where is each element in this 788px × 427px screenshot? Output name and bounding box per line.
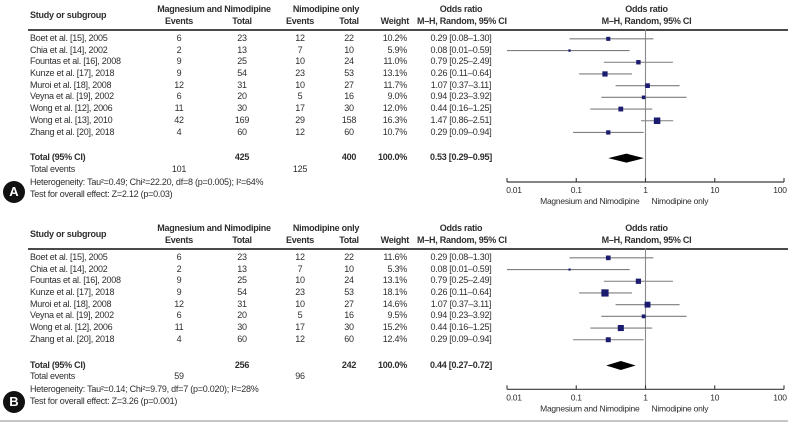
events1-cell: 9 (176, 68, 182, 79)
x-tick-label: 0.1 (570, 392, 582, 403)
total1-cell: 23 (237, 252, 247, 262)
study-name: Wong et al. [13], 2010 (30, 114, 113, 125)
col-header-or-subtitle: M–H, Random, 95% CI (417, 16, 507, 26)
weight-cell: 12.4% (382, 333, 407, 344)
study-name: Zhang et al. [20], 2018 (30, 126, 115, 137)
total1-value: 256 (234, 359, 250, 370)
or-marker (645, 302, 651, 308)
heterogeneity-text: Heterogeneity: Tau²=0.14; Chi²=9.79, df=7 (p=0.020); I²=28% (30, 383, 259, 394)
weight-cell: 11.7% (383, 79, 407, 90)
study-name: Wong et al. [12], 2006 (30, 103, 113, 114)
total-weight-value: 100.0% (377, 359, 407, 370)
events2-cell: 10 (295, 275, 305, 286)
total-events-label: Total events (30, 371, 76, 382)
events2-cell: 10 (295, 79, 305, 90)
or-marker (606, 256, 611, 261)
events2-cell: 17 (295, 322, 305, 333)
total2-cell: 24 (344, 275, 354, 286)
total1-cell: 60 (237, 333, 247, 344)
plot-header-or-title: Odds ratio (625, 223, 668, 233)
events2-cell: 5 (297, 91, 303, 102)
odds-ratio-cell: 0.08 [0.01–0.59] (430, 263, 492, 274)
weight-cell: 9.0% (387, 91, 407, 102)
plot-header-or-subtitle: M–H, Random, 95% CI (601, 16, 692, 26)
events1-cell: 2 (176, 263, 182, 274)
col-header-group1: Magnesium and Nimodipine (157, 223, 271, 233)
study-name: Veyna et al. [19], 2002 (30, 310, 114, 321)
forest-plot-b (505, 219, 788, 422)
col-header-group2: Nimodipine only (292, 4, 360, 14)
total-events-label: Total events (30, 163, 76, 174)
x-tick-label: 0.01 (506, 392, 522, 403)
study-name: Fountas et al. [16], 2008 (30, 56, 121, 67)
plot-header-or-subtitle: M–H, Random, 95% CI (601, 235, 692, 245)
panel-badge-a: A (3, 181, 25, 203)
total2-cell: 30 (344, 103, 354, 114)
col-header-or-title: Odds ratio (439, 4, 483, 14)
study-name: Boet et al. [15], 2005 (30, 33, 108, 43)
total2-cell: 16 (344, 91, 354, 102)
odds-ratio-cell: 0.44 [0.16–1.25] (430, 322, 492, 333)
total1-cell: 54 (237, 287, 247, 298)
total1-cell: 31 (237, 298, 247, 309)
total2-cell: 22 (344, 33, 354, 43)
col-header-study: Study or subgroup (30, 10, 107, 20)
events2-cell: 23 (295, 287, 305, 298)
or-marker (606, 337, 611, 342)
weight-cell: 11.6% (383, 252, 407, 262)
summary-diamond (606, 361, 635, 370)
panel-b (0, 219, 788, 422)
odds-ratio-cell: 0.44 [0.16–1.25] (430, 103, 492, 114)
total1-cell: 169 (234, 114, 250, 125)
axis-right-label: Nimodipine only (651, 196, 709, 206)
total1-cell: 13 (237, 44, 247, 55)
or-marker (654, 117, 661, 124)
odds-ratio-cell: 0.29 [0.08–1.30] (430, 252, 492, 262)
total2-cell: 60 (344, 333, 354, 344)
col-header-events2: Events (285, 16, 314, 26)
total1-cell: 31 (237, 79, 247, 90)
weight-cell: 12.0% (382, 103, 407, 114)
odds-ratio-cell: 0.08 [0.01–0.59] (430, 44, 492, 55)
col-header-or-subtitle: M–H, Random, 95% CI (417, 235, 507, 245)
weight-cell: 11.0% (383, 56, 407, 67)
total2-cell: 24 (344, 56, 354, 67)
odds-ratio-cell: 0.29 [0.09–0.94] (430, 333, 492, 344)
col-header-events2: Events (285, 235, 314, 245)
total1-cell: 30 (237, 322, 247, 333)
total1-cell: 25 (237, 56, 247, 67)
events1-cell: 6 (176, 33, 182, 43)
odds-ratio-cell: 0.29 [0.09–0.94] (430, 126, 492, 137)
events2-cell: 10 (295, 56, 305, 67)
x-tick-label: 100 (773, 392, 787, 403)
odds-ratio-cell: 0.94 [0.23–3.92] (430, 91, 492, 102)
total1-cell: 54 (237, 68, 247, 79)
or-marker (636, 279, 641, 284)
col-header-weight: Weight (380, 235, 409, 245)
total2-cell: 27 (344, 298, 354, 309)
col-header-group1: Magnesium and Nimodipine (157, 4, 271, 14)
col-header-group2: Nimodipine only (292, 223, 360, 233)
col-header-or-title: Odds ratio (439, 223, 483, 233)
x-tick-label: 100 (773, 185, 787, 195)
study-name: Muroi et al. [18], 2008 (30, 298, 112, 309)
col-header-total2: Total (339, 16, 359, 26)
weight-cell: 9.5% (387, 310, 407, 321)
weight-cell: 10.7% (382, 126, 407, 137)
study-name: Chia et al. [14], 2002 (30, 44, 108, 55)
or-marker (642, 96, 646, 100)
total2-cell: 27 (344, 79, 354, 90)
events1-cell: 12 (174, 298, 184, 309)
total-weight-value: 100.0% (377, 152, 407, 163)
study-name: Veyna et al. [19], 2002 (30, 91, 114, 102)
events2-cell: 5 (297, 310, 303, 321)
weight-cell: 5.9% (387, 44, 407, 55)
or-marker (645, 83, 650, 88)
weight-cell: 13.1% (382, 68, 407, 79)
x-tick-label: 0.01 (506, 185, 522, 195)
events1-cell: 6 (176, 310, 182, 321)
or-marker (602, 71, 607, 76)
or-marker (568, 268, 570, 270)
overall-test-text: Test for overall effect: Z=2.12 (p=0.03) (30, 189, 173, 200)
summary-diamond (608, 154, 644, 163)
or-marker (618, 107, 623, 112)
or-marker (601, 289, 608, 296)
events2-cell: 7 (297, 44, 303, 55)
total-or-value: 0.44 [0.27–0.72] (429, 359, 493, 370)
total2-cell: 30 (344, 322, 354, 333)
odds-ratio-cell: 0.26 [0.11–0.64] (430, 68, 492, 79)
panel-badge-b: B (3, 391, 25, 413)
total2-value: 400 (341, 152, 357, 163)
x-tick-label: 1 (643, 185, 648, 195)
weight-cell: 13.1% (382, 275, 407, 286)
weight-cell: 14.6% (382, 298, 407, 309)
axis-right-label: Nimodipine only (651, 403, 709, 414)
total1-cell: 20 (237, 91, 247, 102)
total2-value: 242 (341, 359, 357, 370)
total-or-value: 0.53 [0.29–0.95] (429, 152, 493, 163)
col-header-events1: Events (164, 16, 193, 26)
events1-cell: 9 (176, 56, 182, 67)
total-events2-value: 96 (295, 371, 305, 382)
events2-cell: 12 (295, 33, 305, 43)
total2-cell: 22 (344, 252, 354, 262)
odds-ratio-cell: 1.07 [0.37–3.11] (430, 298, 492, 309)
events1-cell: 9 (176, 287, 182, 298)
overall-test-text: Test for overall effect: Z=3.26 (p=0.001) (30, 396, 178, 407)
axis-left-label: Magnesium and Nimodipine (540, 196, 640, 206)
events2-cell: 17 (295, 103, 305, 114)
events1-cell: 2 (176, 44, 182, 55)
bottom-divider (0, 420, 788, 422)
events2-cell: 12 (295, 252, 305, 262)
study-name: Muroi et al. [18], 2008 (30, 79, 112, 90)
weight-cell: 15.2% (382, 322, 407, 333)
or-marker (642, 314, 646, 318)
odds-ratio-cell: 1.07 [0.37–3.11] (430, 79, 492, 90)
col-header-study: Study or subgroup (30, 229, 107, 239)
or-marker (618, 325, 624, 331)
or-marker (568, 49, 570, 51)
total1-cell: 25 (237, 275, 247, 286)
total-label: Total (95% CI) (30, 359, 86, 370)
odds-ratio-cell: 0.26 [0.11–0.64] (430, 287, 492, 298)
plot-header-or-title: Odds ratio (625, 4, 668, 14)
study-name: Fountas et al. [16], 2008 (30, 275, 121, 286)
total1-cell: 30 (237, 103, 247, 114)
study-name: Boet et al. [15], 2005 (30, 252, 108, 262)
total2-cell: 16 (344, 310, 354, 321)
study-name: Wong et al. [12], 2006 (30, 322, 113, 333)
total-label: Total (95% CI) (30, 152, 86, 163)
col-header-total1: Total (232, 235, 252, 245)
total2-cell: 53 (344, 287, 354, 298)
total-events2-value: 125 (292, 163, 308, 174)
x-tick-label: 0.1 (570, 185, 582, 195)
total1-cell: 60 (237, 126, 247, 137)
odds-ratio-cell: 0.79 [0.25–2.49] (430, 56, 492, 67)
col-header-total1: Total (232, 16, 252, 26)
events2-cell: 23 (295, 68, 305, 79)
events1-cell: 6 (176, 252, 182, 262)
or-marker (606, 37, 610, 41)
x-tick-label: 10 (710, 392, 720, 403)
weight-cell: 18.1% (382, 287, 407, 298)
study-name: Zhang et al. [20], 2018 (30, 333, 115, 344)
total2-cell: 60 (344, 126, 354, 137)
weight-cell: 16.3% (382, 114, 407, 125)
odds-ratio-cell: 1.47 [0.86–2.51] (430, 114, 492, 125)
total2-cell: 53 (344, 68, 354, 79)
x-tick-label: 1 (643, 392, 648, 403)
or-marker (606, 130, 610, 134)
total1-value: 425 (234, 152, 250, 163)
col-header-total2: Total (339, 235, 359, 245)
axis-left-label: Magnesium and Nimodipine (540, 403, 640, 414)
x-tick-label: 10 (710, 185, 720, 195)
events1-cell: 11 (174, 322, 184, 333)
col-header-weight: Weight (380, 16, 409, 26)
events2-cell: 10 (295, 298, 305, 309)
events2-cell: 7 (297, 263, 303, 274)
total1-cell: 13 (237, 263, 247, 274)
weight-cell: 10.2% (382, 33, 407, 43)
forest-plot-a (505, 0, 788, 214)
col-header-events1: Events (164, 235, 193, 245)
heterogeneity-text: Heterogeneity: Tau²=0.49; Chi²=22.20, df=8 (p=0.005); I²=64% (30, 176, 264, 187)
total-events1-value: 101 (171, 163, 187, 174)
or-marker (636, 60, 640, 64)
study-name: Kunze et al. [17], 2018 (30, 287, 115, 298)
events2-cell: 29 (295, 114, 305, 125)
total2-cell: 10 (344, 44, 354, 55)
total1-cell: 20 (237, 310, 247, 321)
total1-cell: 23 (237, 33, 247, 43)
events1-cell: 4 (176, 126, 182, 137)
events1-cell: 11 (174, 103, 184, 114)
study-name: Kunze et al. [17], 2018 (30, 68, 115, 79)
events1-cell: 9 (176, 275, 182, 286)
events1-cell: 4 (176, 333, 182, 344)
events2-cell: 12 (295, 126, 305, 137)
total-events1-value: 59 (174, 371, 184, 382)
events1-cell: 42 (174, 114, 184, 125)
events1-cell: 6 (176, 91, 182, 102)
study-name: Chia et al. [14], 2002 (30, 263, 108, 274)
odds-ratio-cell: 0.94 [0.23–3.92] (430, 310, 492, 321)
total2-cell: 158 (341, 114, 357, 125)
events2-cell: 12 (295, 333, 305, 344)
events1-cell: 12 (174, 79, 184, 90)
odds-ratio-cell: 0.79 [0.25–2.49] (430, 275, 492, 286)
total2-cell: 10 (344, 263, 354, 274)
odds-ratio-cell: 0.29 [0.08–1.30] (430, 33, 492, 43)
weight-cell: 5.3% (387, 263, 407, 274)
